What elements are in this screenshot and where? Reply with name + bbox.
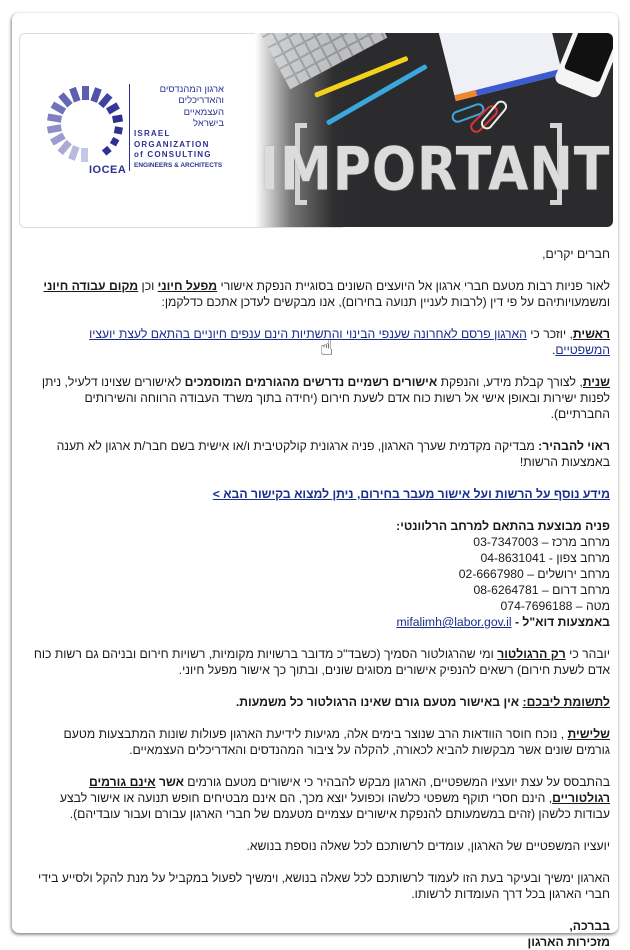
contact-row bbox=[30, 566, 610, 582]
phone-image bbox=[553, 33, 613, 99]
regulator-paragraph bbox=[30, 646, 610, 678]
essential-workplace-term: עבודה חיוני bbox=[43, 279, 109, 293]
note-label: ראוי להבהיר: bbox=[538, 439, 610, 453]
first-label: ראשית bbox=[572, 327, 610, 341]
contact-sep: – bbox=[523, 567, 538, 581]
contact-row bbox=[30, 550, 610, 566]
contact-email-row bbox=[30, 614, 610, 630]
intro-text: ומשמעויותיהם על פי דין (לרבות לעניין תנועה בחירום), אנו מבקשים לעדכן אתכם כדלקמן: bbox=[161, 295, 610, 309]
first-text: . bbox=[551, 343, 556, 357]
contact-sep: - bbox=[545, 551, 557, 565]
legal-text: , הינם חסרי תוקף משפטי כלשהו וכפועל יוצא מכך, הם אינם מבטיחים חופש תנועה או אישור לבצע עבודות כלשהן (זהים במשמעותם להנפקת אישורים עצמיים מטעמם של חברי הארגון עבורם ועבור עובדיהם). bbox=[59, 791, 610, 821]
contact-region: מרחב דרום bbox=[552, 583, 610, 597]
contact-phone: 08-6264781 bbox=[473, 583, 539, 597]
contact-sep: – bbox=[538, 535, 552, 549]
logo-english-line: ISRAEL bbox=[134, 129, 171, 139]
contact-phone: 02-6667980 bbox=[458, 567, 524, 581]
more-info-paragraph bbox=[30, 486, 610, 502]
regulator-term: רק הרגולטור bbox=[497, 647, 566, 661]
note-text: מבדיקה מקדמית שערך הארגון, פניה ארגונית קולקטיבית ו/או אישית בשם חבר/ת ארגון לא תענה באמצעות הרשות! bbox=[56, 439, 610, 469]
first-text: , יוזכר כי bbox=[526, 327, 573, 341]
contact-region: מרחב צפון bbox=[556, 551, 610, 565]
third-paragraph bbox=[30, 726, 610, 758]
signature: מזכירות הארגון bbox=[527, 935, 610, 949]
second-text: , לצורך קבלת מידע, והנפקת bbox=[437, 375, 583, 389]
logo-hebrew-line: בישראל bbox=[193, 117, 224, 129]
signoff: בברכה, bbox=[569, 919, 610, 933]
attention-paragraph bbox=[30, 694, 610, 710]
essential-workplace-term: מקום bbox=[108, 279, 139, 293]
keyboard-image bbox=[255, 33, 387, 89]
attention-label: לתשומת ליבכם: bbox=[522, 695, 610, 709]
contact-region: מרחב מרכז bbox=[551, 535, 610, 549]
essential-plant-term: מפעל חיוני bbox=[157, 279, 218, 293]
more-info-link[interactable]: מידע נוסף על הרשות ועל אישור מעבר בחירום, ניתן למצוא בקישור הבא > bbox=[212, 487, 610, 501]
contact-phone: 074-7696188 bbox=[500, 599, 573, 613]
second-label: שנית bbox=[582, 375, 610, 389]
legal-bold: אשר bbox=[155, 775, 184, 789]
header-photo bbox=[255, 33, 613, 227]
attention-text: אין באישור מטעם גורם שאינו הרגולטור כל משמעות. bbox=[235, 695, 523, 709]
legal-text: בהתבסס על עצת יועציו המשפטיים, הארגון מבקש להבהיר כי אישורים מטעם גורמים bbox=[183, 775, 610, 789]
contact-sep: – bbox=[538, 583, 553, 597]
logo-text bbox=[129, 84, 224, 171]
intro-text: וכן bbox=[138, 279, 158, 293]
hand-cursor-icon: ☝ bbox=[320, 335, 334, 360]
second-text: לאישורים שצוינו דלעיל, ניתן לפנות ישירות ובאופן אישי אל רשות כוח אדם לשעת חירום (יחידה בתוך משרד העבודה הרווחה והשירותים החברתיים). bbox=[41, 375, 610, 421]
contact-region: מטה bbox=[585, 599, 610, 613]
iocea-logo bbox=[41, 82, 224, 176]
logo-english-line: ENGINEERS & ARCHITECTS bbox=[134, 161, 223, 169]
logo-hebrew-line: העצמאיים bbox=[183, 106, 224, 118]
logo-english-line: of CONSULTING bbox=[134, 150, 212, 160]
contacts-block bbox=[30, 518, 610, 630]
official-approvals-term: אישורים רשמיים נדרשים מהגורמים המוסמכים bbox=[184, 375, 438, 389]
contact-sep: – bbox=[572, 599, 586, 613]
third-label: שלישית bbox=[567, 727, 610, 741]
greeting: חברים יקרים, bbox=[542, 247, 610, 261]
logo-english-line: ORGANIZATION bbox=[134, 139, 210, 149]
contact-phone: 03-7347003 bbox=[473, 535, 539, 549]
non-regulatory-term: אינם גורמים רגולטוריים bbox=[88, 775, 610, 805]
contacts-title: פניה מבוצעת בהתאם למרחב הרלוונטי: bbox=[396, 519, 610, 533]
intro-paragraph bbox=[30, 278, 610, 310]
contact-phone: 04-8631041 bbox=[480, 551, 546, 565]
infrastructure-essential-link[interactable]: הארגון פרסם לאחרונה שענפי הבינוי והתשתיות הינם ענפים חיוניים בהתאם לעצת יועציו המשפטיים bbox=[89, 327, 610, 357]
contact-region: מרחב ירושלים bbox=[537, 567, 610, 581]
contact-row bbox=[30, 582, 610, 598]
regulator-text: ומי שהרגולטור הסמיך (כשבד"כ מדובר ברשויות מקומיות, רשויות חירום ובניהם גם רשות כוח אדם לשעת חירום) רשאים להנפיק אישורים מסוגים שונים, ובתוך כך אישור מפעל חיוני. bbox=[33, 647, 610, 677]
logo-ring-icon bbox=[41, 82, 129, 170]
regulator-text: יובהר כי bbox=[565, 647, 610, 661]
third-text: , נוכח חוסר הוודאות הרב שנוצר בימים אלה, מגיעות לידיעת הארגון פעולות שונות המתבצעות מטעם גורמים שונים אשר מבקשות להביא לכאורה, להקלה על ציבור המהנדסים והאדריכלים העצמאיים. bbox=[63, 727, 610, 757]
contact-row bbox=[30, 534, 610, 550]
logo-abbreviation: IOCEA bbox=[89, 164, 127, 176]
note-paragraph bbox=[30, 438, 610, 470]
logo-hebrew-line: והאדריכלים bbox=[178, 95, 224, 107]
second-paragraph bbox=[30, 374, 610, 422]
notepad-image bbox=[437, 33, 562, 101]
email-link[interactable]: mifalimh@labor.gov.il bbox=[396, 615, 512, 629]
important-banner-text: IMPORTANT bbox=[259, 135, 611, 205]
logo-hebrew-line: ארגון המהנדסים bbox=[159, 84, 224, 95]
intro-text: לאור פניות רבות מטעם חברי ארגון אל היועצים השונים בסוגיית הנפקת אישורי bbox=[217, 279, 610, 293]
contact-row bbox=[30, 598, 610, 614]
advisors-paragraph: יועציו המשפטיים של הארגון, עומדים לרשותכם לכל שאלה נוספת בנושא. bbox=[246, 839, 610, 853]
legal-paragraph bbox=[30, 774, 610, 822]
email-label: באמצעות דוא"ל - bbox=[511, 615, 610, 629]
continue-paragraph: הארגון ימשיך ובעיקר בעת הזו לעמוד לרשותכם לכל שאלה בנושא, וימשיך לפעול במקביל על מנת להקל ולסייע בידי חברי הארגון בכל דרך העומדות לרשותו. bbox=[38, 871, 610, 901]
